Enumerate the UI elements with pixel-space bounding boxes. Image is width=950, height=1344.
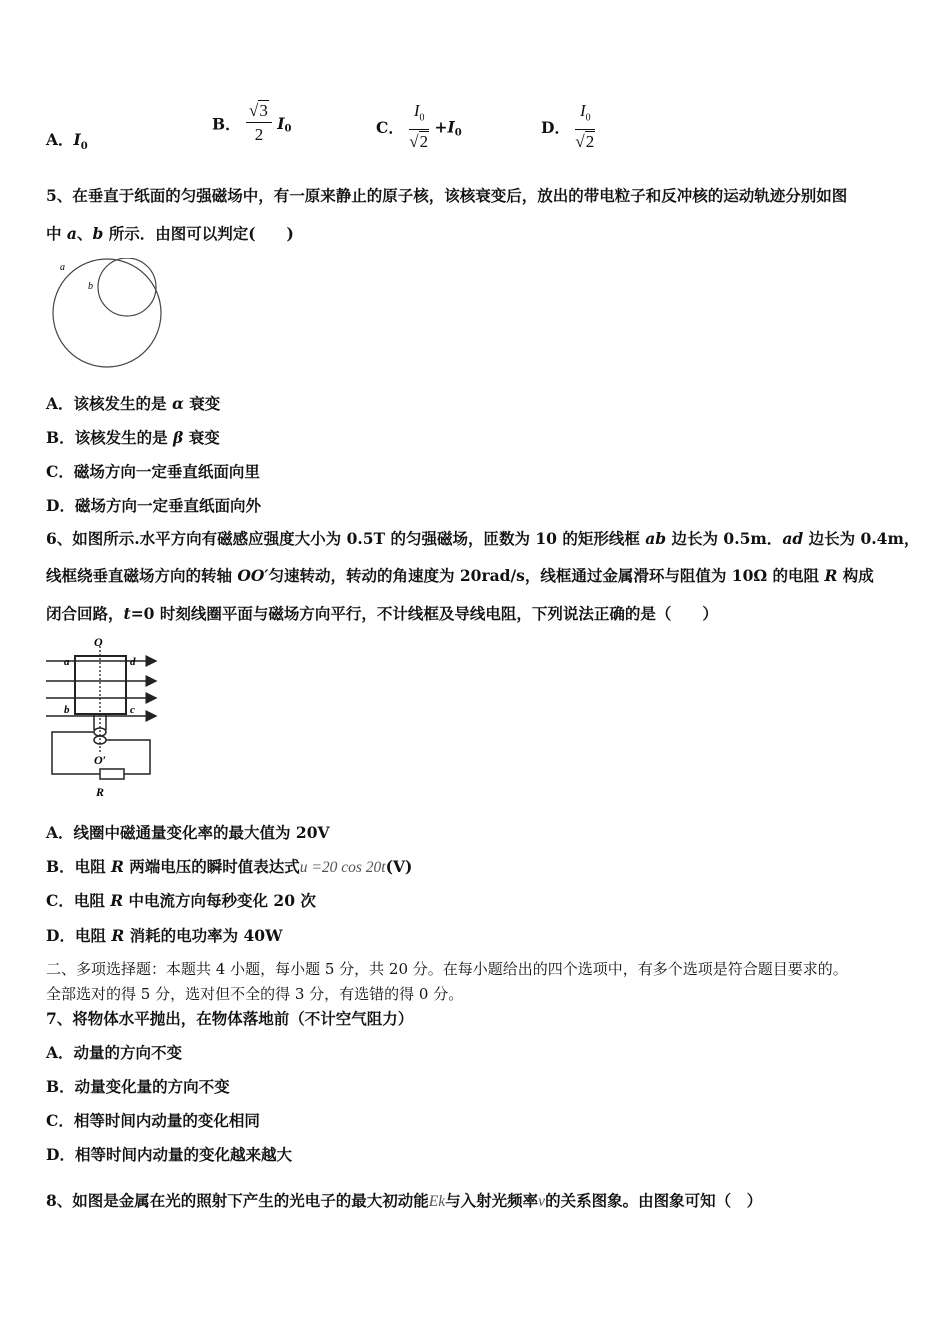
- q6-option-a: A．线圈中磁通量变化率的最大值为 20V: [46, 823, 330, 842]
- q5-stem-line1: 5、在垂直于纸面的匀强磁场中，有一原来静止的原子核，该核衰变后，放出的带电粒子和反冲核的运动轨迹分别如图: [46, 186, 848, 205]
- section2-heading-line2: 全部选对的得 5 分，选对但不全的得 3 分，有选错的得 0 分。: [46, 985, 464, 1003]
- q5-option-d: D．磁场方向一定垂直纸面向外: [46, 496, 261, 515]
- fraction-sqrt3-over-2: $\frac{√3}{2}$: [246, 100, 272, 147]
- q6-stem-line1: 6、如图所示.水平方向有磁感应强度大小为 0.5T 的匀强磁场，匝数为 10 的矩形线框 ab 边长为 0.5m．ad 边长为 0.4m，: [46, 529, 920, 548]
- fraction-i0-over-sqrt2: $\frac{I_0}{√2}$: [575, 101, 595, 152]
- label-d: d: [130, 656, 136, 668]
- q5-option-b: B．该核发生的是 β 衰变: [46, 428, 220, 447]
- q5-stem-line2: 中 a、b 所示．由图可以判定( ): [46, 224, 294, 243]
- q7-stem: 7、将物体水平抛出，在物体落地前（不计空气阻力）: [46, 1009, 414, 1028]
- q5-option-c: C．磁场方向一定垂直纸面向里: [46, 462, 260, 481]
- label-O-prime: O′: [94, 753, 107, 767]
- q5-option-a: A．该核发生的是 α 衰变: [46, 394, 221, 413]
- q4-option-c: C． $\frac{I_0}{√2}$ $+I_0$: [376, 100, 462, 154]
- fraction-i0-over-sqrt2: $\frac{I_0}{√2}$: [409, 101, 429, 152]
- label-b: b: [88, 281, 93, 292]
- q6-coil-figure: [44, 634, 164, 802]
- q4-option-d: D． $\frac{I_0}{√2}$: [541, 100, 595, 154]
- orbit-b: [98, 258, 156, 316]
- q7-option-b: B．动量变化量的方向不变: [46, 1077, 230, 1096]
- q6-option-d: D．电阻 R 消耗的电功率为 40W: [46, 926, 283, 945]
- q6-stem-line3: 闭合回路，t=0 时刻线圈平面与磁场方向平行，不计线框及导线电阻，下列说法正确的是（ ）: [46, 604, 718, 623]
- label-R: R: [96, 785, 105, 799]
- q5-circles-figure: [46, 258, 168, 370]
- orbit-a: [53, 259, 161, 367]
- label-c: c: [130, 704, 135, 716]
- q7-option-a: A．动量的方向不变: [46, 1043, 183, 1062]
- q7-option-c: C．相等时间内动量的变化相同: [46, 1111, 260, 1130]
- q8-stem: 8、如图是金属在光的照射下产生的光电子的最大初动能Ek与入射光频率ν的关系图象。由图象可知（ ）: [46, 1191, 763, 1210]
- q4-option-b: B． $\frac{√3}{2}$ $I_0$: [212, 100, 292, 147]
- voltage-formula: u =20 cos 20t: [299, 859, 386, 876]
- ek-symbol: Ek: [428, 1193, 446, 1210]
- label-b: b: [64, 704, 70, 716]
- q6-stem-line2: 线框绕垂直磁场方向的转轴 OO′匀速转动，转动的角速度为 20rad/s，线框通过金属滑环与阻值为 10Ω 的电阻 R 构成: [46, 566, 874, 585]
- label-O: O: [94, 635, 103, 649]
- label-a: a: [64, 656, 70, 668]
- rectangular-coil: [75, 656, 126, 714]
- q6-option-b: B．电阻 R 两端电压的瞬时值表达式u =20 cos 20t(V): [46, 857, 413, 876]
- nu-symbol: ν: [538, 1193, 546, 1210]
- section2-heading-line1: 二、多项选择题：本题共 4 小题，每小题 5 分，共 20 分。在每小题给出的四个选项中，有多个选项是符合题目要求的。: [46, 960, 848, 978]
- q4-option-a: A．$I_0$: [46, 130, 88, 153]
- q6-option-c: C．电阻 R 中电流方向每秒变化 20 次: [46, 891, 316, 910]
- q7-option-d: D．相等时间内动量的变化越来越大: [46, 1145, 292, 1164]
- label-a: a: [60, 262, 65, 273]
- resistor: [100, 769, 124, 779]
